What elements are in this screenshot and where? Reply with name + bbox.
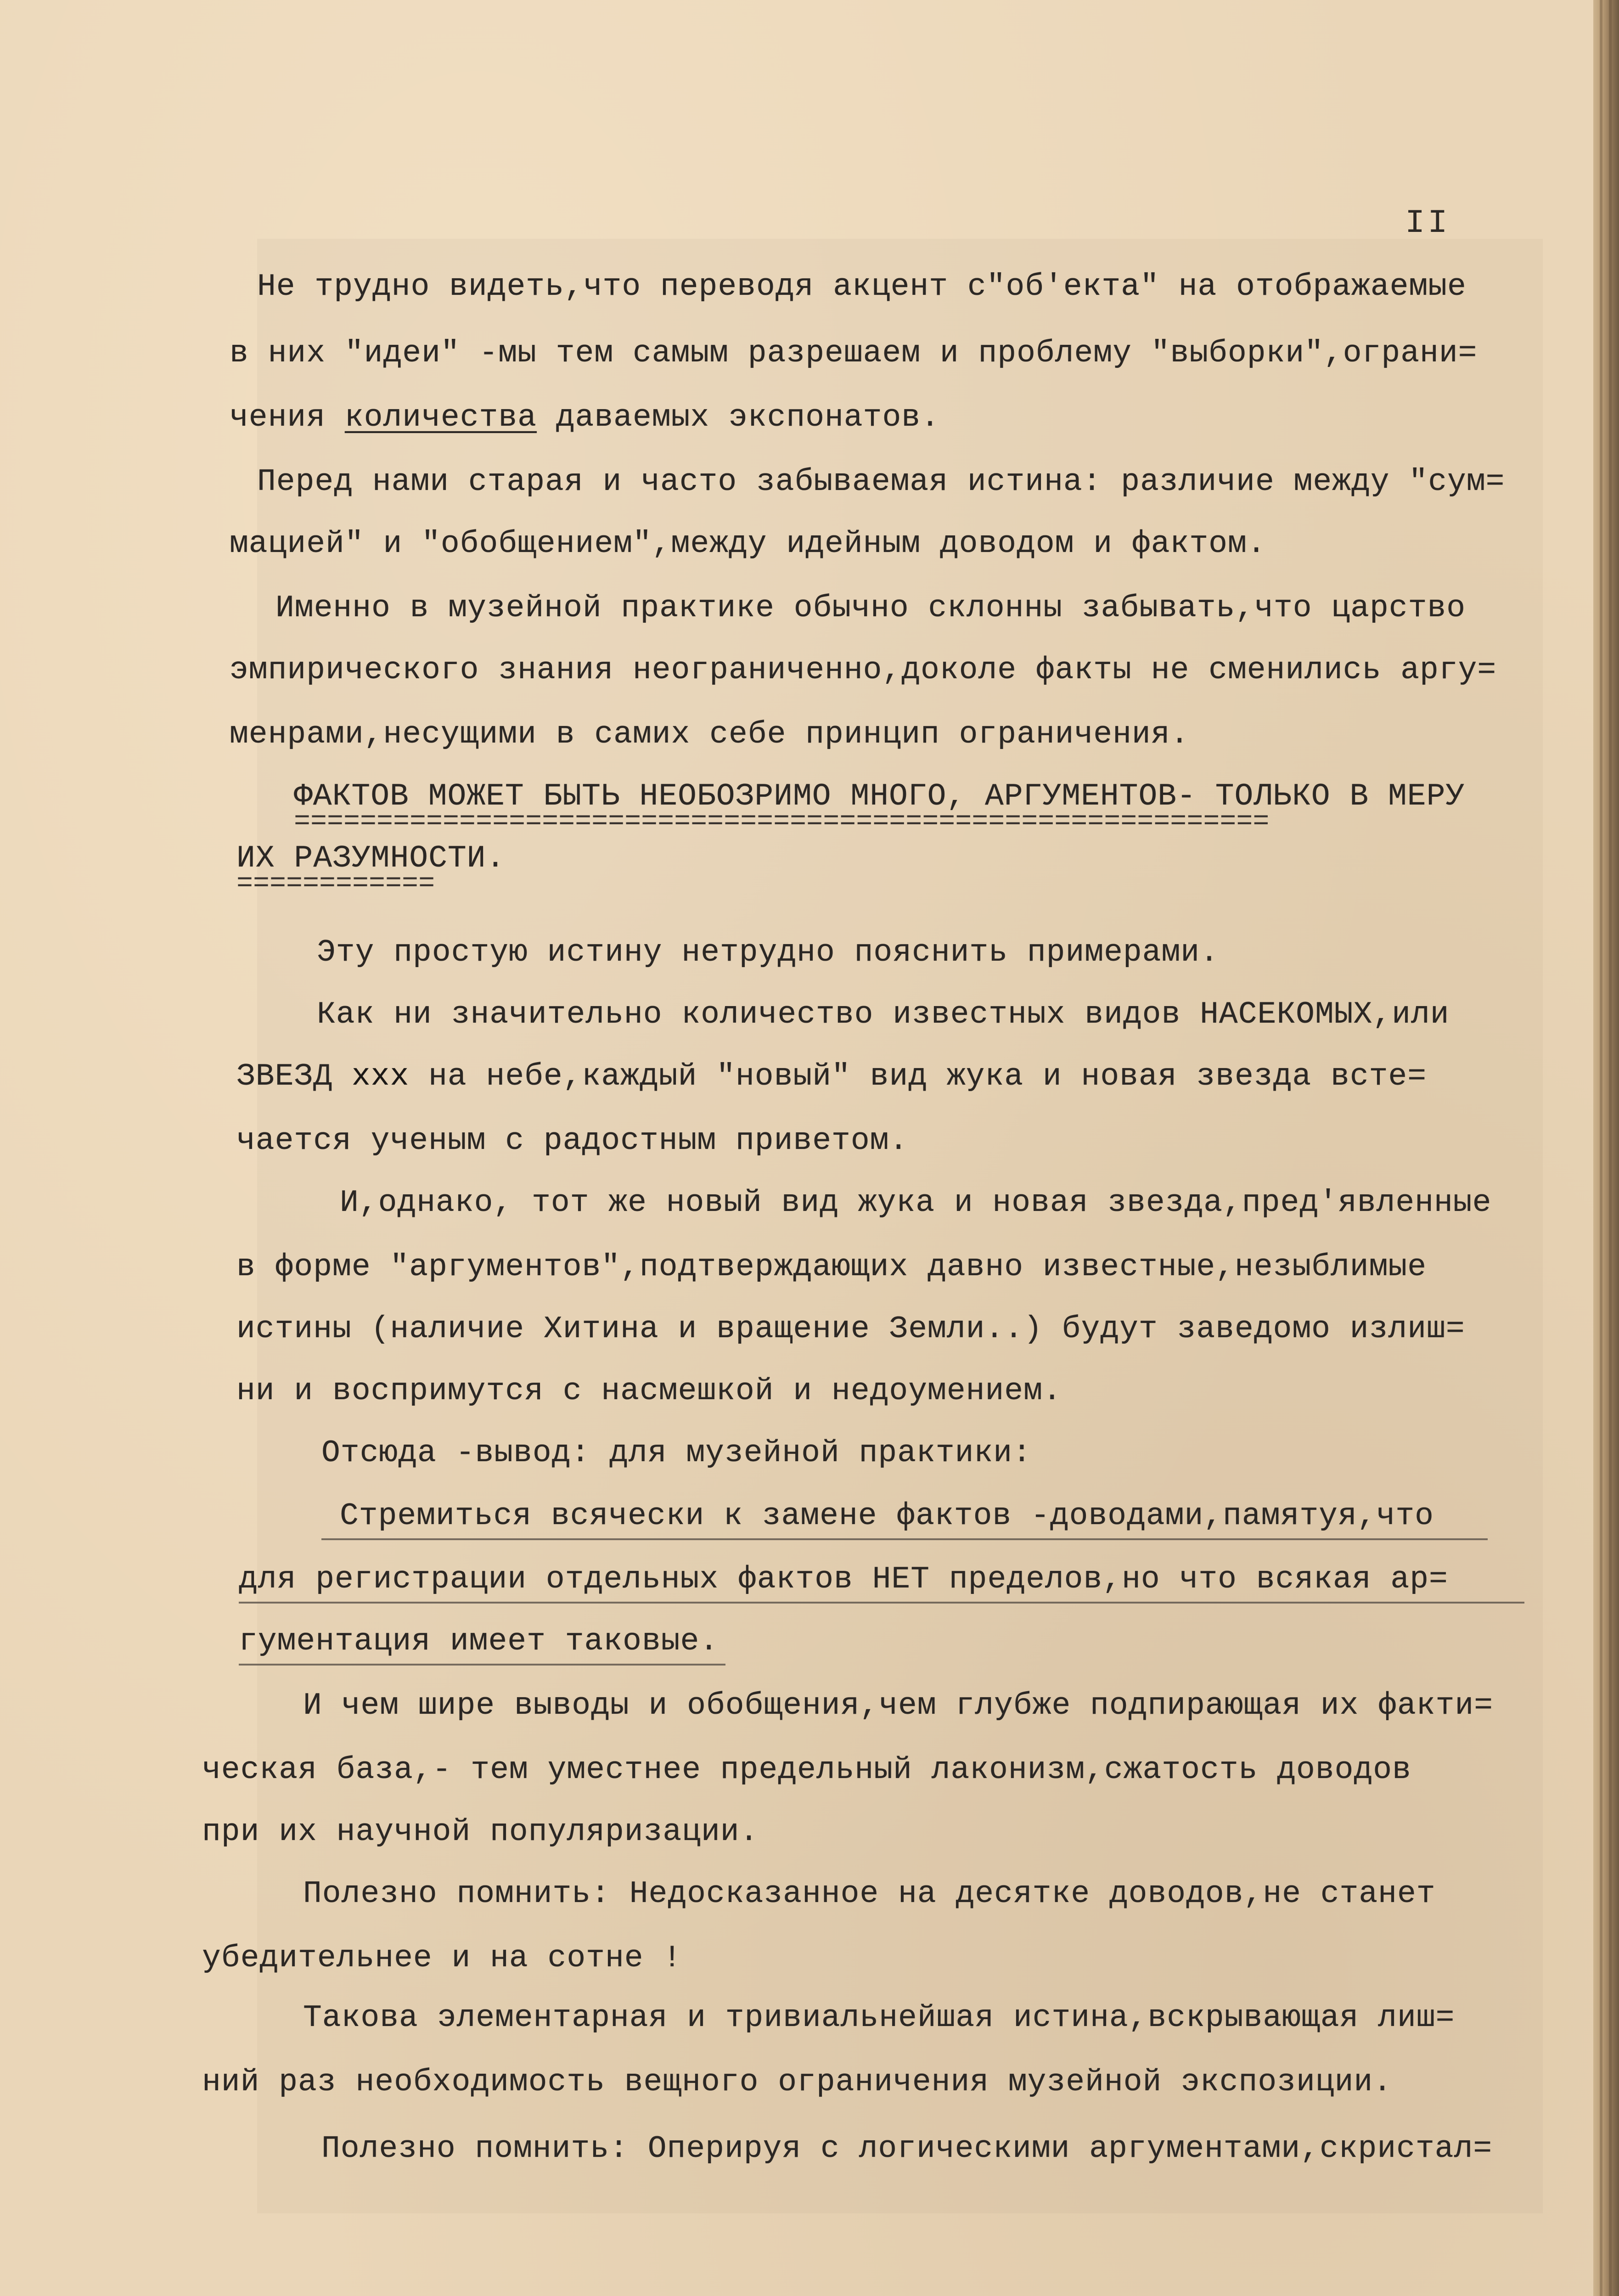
text-line-18: И чем шире выводы и обобщения,чем глубже подпирающая их факти=: [303, 1688, 1494, 1723]
text-line-11: [236, 1058, 1427, 1095]
text-line-8: менрами,несущими в самих себе принцип ограничения.: [230, 717, 1190, 752]
text-line-3: [230, 400, 940, 436]
text-line-17: Отсюда -вывод: для музейной практики:: [321, 1435, 1032, 1471]
text-line-12: чается ученым с радостным приветом.: [236, 1123, 909, 1159]
conclusion-line-3: гументация имеет таковые.: [239, 1624, 719, 1659]
double-underline-2: ============: [236, 875, 435, 893]
underline-conclusion-3: [239, 1664, 725, 1666]
text-line-10: Как ни значительно количество известных видов НАСЕКОМЫХ,или: [317, 997, 1450, 1032]
text-line-13: И,однако, тот же новый вид жука и новая звезда,пред'явленные: [340, 1185, 1492, 1221]
text-word-chenia: чения: [230, 400, 326, 435]
text-line-11-rest: на небе,каждый "новый" вид жука и новая звезда встe=: [428, 1059, 1427, 1094]
underline-conclusion-1: [321, 1538, 1488, 1540]
text-line-7: эмпирического знания неограниченно,доколе факты не сменились аргу=: [230, 653, 1497, 688]
text-line-3-rest: даваемых экспонатов.: [556, 400, 940, 435]
text-word-zvezd: ЗВЕЗД: [236, 1059, 333, 1094]
text-line-23: Такова элементарная и тривиальнейшая истина,вскрывающая лиш=: [303, 2000, 1455, 2036]
text-line-24: ний раз необходимость вещного ограничения музейной экспозиции.: [202, 2065, 1393, 2100]
page-binding-edge: [1593, 0, 1619, 2296]
binding-shadow-line: [1609, 0, 1612, 2296]
text-line-19: ческая база,- тем уместнее предельный лаконизм,сжатость доводов: [202, 1752, 1411, 1788]
struck-out-characters: ххх: [351, 1059, 410, 1094]
text-line-5: мацией" и "обобщением",между идейным доводом и фактом.: [230, 526, 1266, 562]
underlined-word-kolichestva: количества: [344, 400, 537, 435]
conclusion-line-1: Стремиться всячески к замене фактов -доводами,памятуя,что: [340, 1498, 1434, 1534]
emphasis-line-1: ФАКТОВ МОЖЕТ БЫТЬ НЕОБОЗРИМО МНОГО, АРГУМЕНТОВ- ТОЛЬКО В МЕРУ: [294, 779, 1465, 814]
text-line-6: Именно в музейной практике обычно склонны забывать,что царство: [275, 591, 1466, 626]
double-underline-1: ===========================================================: [294, 813, 1270, 831]
text-line-2: в них "идеи" -мы тем самым разрешаем и проблему "выборки",ограни=: [230, 336, 1478, 371]
text-line-16: ни и воспримутся с насмешкой и недоумением.: [236, 1373, 1062, 1409]
text-line-4: Перед нами старая и часто забываемая истина: различие между "сум=: [257, 464, 1505, 500]
text-line-20: при их научной популяризации.: [202, 1814, 759, 1850]
text-line-15: истины (наличие Хитина и вращение Земли..) будут заведомо излиш=: [236, 1311, 1465, 1347]
text-line-21: Полезно помнить: Недосказанное на десятке доводов,не станет: [303, 1876, 1436, 1912]
text-line-14: в форме "аргументов",подтверждающих давно известные,незыблимые: [236, 1249, 1427, 1285]
page-number: II: [1405, 204, 1450, 242]
conclusion-line-2: для регистрации отдельных фактов НЕТ пределов,но что всякая ар=: [239, 1562, 1448, 1597]
text-line-9: Эту простую истину нетрудно пояснить примерами.: [317, 935, 1219, 970]
text-line-25: Полезно помнить: Оперируя с логическими аргументами,скристал=: [321, 2131, 1493, 2167]
underline-conclusion-2: [239, 1602, 1524, 1604]
binding-shadow-line: [1600, 0, 1602, 2296]
text-line-22: убедительнее и на сотне !: [202, 1941, 682, 1976]
emphasis-line-2: ИХ РАЗУМНОСТИ.: [236, 841, 506, 876]
text-line-1: Не трудно видеть,что переводя акцент с"об'екта" на отображаемые: [257, 269, 1467, 304]
